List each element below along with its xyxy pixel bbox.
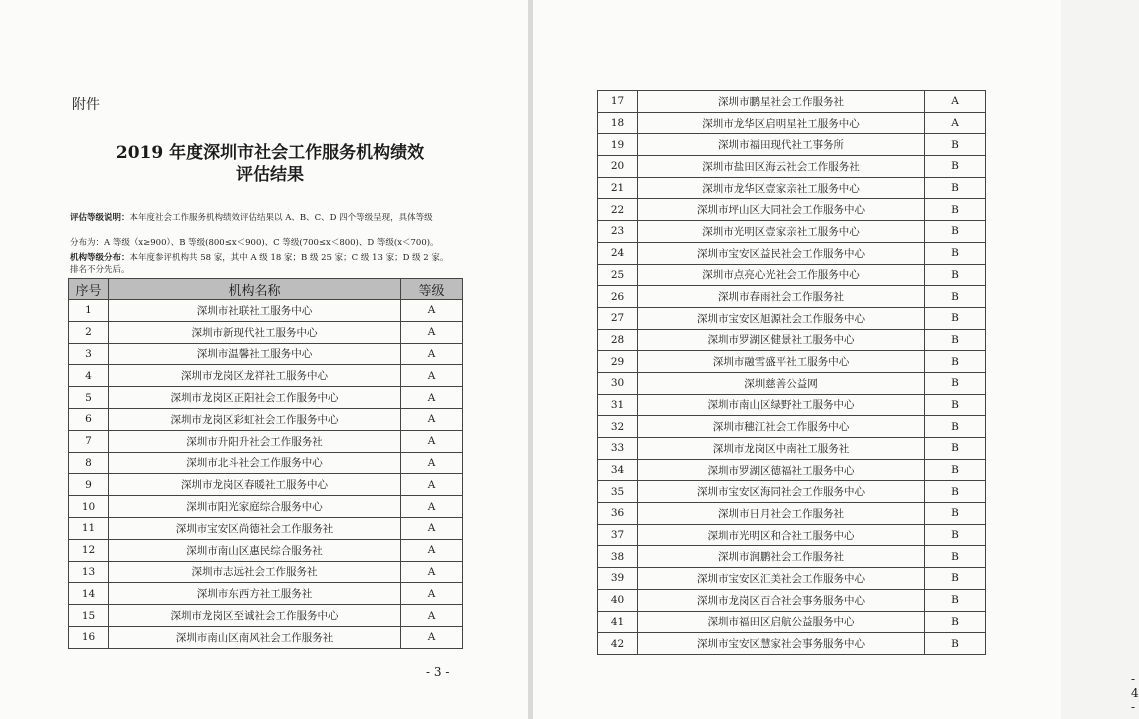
table-row [598,329,986,351]
org-name: 深圳市点亮心光社会工作服务中心 [638,264,925,286]
table-row [69,517,463,539]
org-name: 深圳市龙岗区至诚社会工作服务中心 [109,605,401,627]
row-number: 28 [598,329,638,351]
org-name: 深圳市罗湖区德福社工服务中心 [638,459,925,481]
row-number: 31 [598,394,638,416]
table-row [598,372,986,394]
grade: B [925,199,986,221]
org-name: 深圳市龙华区启明星社工服务中心 [638,112,925,134]
left-page [0,0,528,719]
org-name: 深圳市罗湖区健景社工服务中心 [638,329,925,351]
org-name: 深圳市宝安区旭源社会工作服务中心 [638,307,925,329]
grade: B [925,459,986,481]
table-row [69,539,463,561]
grade: A [401,474,463,496]
org-name: 深圳市龙岗区春暖社工服务中心 [109,474,401,496]
table-row [598,242,986,264]
row-number: 7 [69,430,109,452]
grade: A [401,365,463,387]
table-header-row [69,279,463,300]
grade-note-line1: 评估等级说明：本年度社会工作服务机构绩效评估结果以 A、B、C、D 四个等级呈现，具体等级 [70,213,433,223]
org-name: 深圳市春雨社会工作服务社 [638,286,925,308]
org-name: 深圳市北斗社会工作服务中心 [109,452,401,474]
document-title-line1: 2019 年度深圳市社会工作服务机构绩效 [115,143,425,163]
org-name: 深圳市龙岗区中南社工服务社 [638,438,925,460]
results-table-left [68,278,463,649]
org-name: 深圳市升阳升社会工作服务社 [109,430,401,452]
grade: B [925,589,986,611]
table-row [598,351,986,373]
row-number: 23 [598,221,638,243]
row-number: 10 [69,496,109,518]
table-row [598,286,986,308]
row-number: 15 [69,605,109,627]
row-number: 32 [598,416,638,438]
grade: B [925,286,986,308]
org-name: 深圳市南山区绿野社工服务中心 [638,394,925,416]
org-name: 深圳市宝安区益民社会工作服务中心 [638,242,925,264]
table-row [69,561,463,583]
grade: A [401,605,463,627]
row-number: 41 [598,611,638,633]
header-name: 机构名称 [109,279,401,300]
grade: A [401,517,463,539]
grade: B [925,264,986,286]
row-number: 39 [598,568,638,590]
table-row [598,524,986,546]
row-number: 42 [598,633,638,655]
grade: B [925,221,986,243]
grade: A [401,583,463,605]
row-number: 17 [598,91,638,113]
row-number: 9 [69,474,109,496]
table-row [598,199,986,221]
grade: B [925,546,986,568]
grade: A [401,387,463,409]
org-name: 深圳市日月社会工作服务社 [638,503,925,525]
table-row [598,134,986,156]
org-name: 深圳市龙岗区龙祥社工服务中心 [109,365,401,387]
page-number-right: - 4 - [1131,672,1139,714]
table-row [69,496,463,518]
org-name: 深圳市龙岗区百合社会事务服务中心 [638,589,925,611]
org-name: 深圳市温馨社工服务中心 [109,343,401,365]
row-number: 5 [69,387,109,409]
org-name: 深圳市福田现代社工事务所 [638,134,925,156]
grade: A [401,321,463,343]
table-row [598,91,986,113]
org-name: 深圳市阳光家庭综合服务中心 [109,496,401,518]
grade: A [401,452,463,474]
row-number: 26 [598,286,638,308]
table-row [69,605,463,627]
table-row [598,611,986,633]
table-row [69,430,463,452]
row-number: 13 [69,561,109,583]
grade: B [925,134,986,156]
grade: B [925,156,986,178]
row-number: 21 [598,177,638,199]
table-row [69,300,463,322]
table-row [69,408,463,430]
org-name: 深圳市宝安区尚德社会工作服务社 [109,517,401,539]
table-row [598,589,986,611]
table-row [598,264,986,286]
row-number: 25 [598,264,638,286]
org-name: 深圳市南山区惠民综合服务社 [109,539,401,561]
org-name: 深圳市穗江社会工作服务中心 [638,416,925,438]
table-row [69,365,463,387]
row-number: 20 [598,156,638,178]
row-number: 19 [598,134,638,156]
row-number: 37 [598,524,638,546]
row-number: 14 [69,583,109,605]
row-number: 34 [598,459,638,481]
grade: B [925,611,986,633]
row-number: 18 [598,112,638,134]
table-row [69,474,463,496]
grade: B [925,416,986,438]
table-row [598,503,986,525]
grade: A [401,408,463,430]
row-number: 4 [69,365,109,387]
table-row [598,112,986,134]
grade: B [925,242,986,264]
org-name: 深圳市光明区和合社工服务中心 [638,524,925,546]
org-name: 深圳市宝安区汇美社会工作服务中心 [638,568,925,590]
table-row [69,452,463,474]
grade: B [925,503,986,525]
table-row [598,221,986,243]
row-number: 24 [598,242,638,264]
row-number: 33 [598,438,638,460]
org-name: 深圳市志远社会工作服务社 [109,561,401,583]
table-row [69,387,463,409]
grade: A [401,539,463,561]
grade: B [925,633,986,655]
row-number: 22 [598,199,638,221]
table-row [598,177,986,199]
grade: A [401,626,463,648]
org-name: 深圳市鹏星社会工作服务社 [638,91,925,113]
results-table-right [597,90,986,655]
grade: B [925,177,986,199]
row-number: 8 [69,452,109,474]
document-title-line2: 评估结果 [236,165,304,185]
org-name: 深圳市龙岗区彩虹社会工作服务中心 [109,408,401,430]
org-name: 深圳市润鹏社会工作服务社 [638,546,925,568]
org-name: 深圳市社联社工服务中心 [109,300,401,322]
org-name: 深圳市新现代社工服务中心 [109,321,401,343]
grade: B [925,307,986,329]
grade: A [401,343,463,365]
grade: A [401,300,463,322]
row-number: 12 [69,539,109,561]
row-number: 6 [69,408,109,430]
org-name: 深圳市龙华区壹家亲社工服务中心 [638,177,925,199]
header-grade: 等级 [401,279,463,300]
grade-note-line2: 分布为：A 等级（x≥900）、B 等级(800≤x＜900)、C 等级(700≤x＜800)、D 等级(x＜700)。 [70,238,439,248]
grade: B [925,524,986,546]
table-row [598,459,986,481]
org-name: 深圳市福田区启航公益服务中心 [638,611,925,633]
table-row [598,416,986,438]
row-number: 40 [598,589,638,611]
row-number: 27 [598,307,638,329]
table-row [598,394,986,416]
table-row [69,583,463,605]
org-name: 深圳市南山区南风社会工作服务社 [109,626,401,648]
table-row [598,307,986,329]
org-name: 深圳市宝安区海同社会工作服务中心 [638,481,925,503]
table-row [598,156,986,178]
row-number: 35 [598,481,638,503]
grade: B [925,351,986,373]
row-number: 2 [69,321,109,343]
grade: B [925,438,986,460]
grade: B [925,372,986,394]
grade: B [925,394,986,416]
row-number: 11 [69,517,109,539]
row-number: 30 [598,372,638,394]
distribution-note-line1: 机构等级分布：本年度参评机构共 58 家，其中 A 级 18 家；B 级 25 家；C 级 13 家；D 级 2 家。 [70,253,449,263]
org-name: 深圳市宝安区慧家社会事务服务中心 [638,633,925,655]
row-number: 3 [69,343,109,365]
row-number: 16 [69,626,109,648]
grade: B [925,568,986,590]
annex-label: 附件 [72,97,100,113]
table-row [598,568,986,590]
grade: A [925,91,986,113]
table-row [69,626,463,648]
table-row [69,343,463,365]
grade: B [925,481,986,503]
org-name: 深圳市融雪盛平社工服务中心 [638,351,925,373]
org-name: 深圳市坪山区大同社会工作服务中心 [638,199,925,221]
table-row [598,633,986,655]
table-row [598,438,986,460]
row-number: 38 [598,546,638,568]
grade: A [925,112,986,134]
grade: A [401,430,463,452]
grade: B [925,329,986,351]
row-number: 36 [598,503,638,525]
org-name: 深圳市盐田区海云社会工作服务社 [638,156,925,178]
grade: A [401,561,463,583]
page-number-left: - 3 - [426,665,450,679]
org-name: 深圳市光明区壹家亲社工服务中心 [638,221,925,243]
org-name: 深圳慈善公益网 [638,372,925,394]
table-row [598,546,986,568]
distribution-note-line2: 排名不分先后。 [70,265,130,275]
org-name: 深圳市东西方社工服务社 [109,583,401,605]
table-row [598,481,986,503]
org-name: 深圳市龙岗区正阳社会工作服务中心 [109,387,401,409]
table-row [69,321,463,343]
grade: A [401,496,463,518]
header-no: 序号 [69,279,109,300]
row-number: 29 [598,351,638,373]
row-number: 1 [69,300,109,322]
